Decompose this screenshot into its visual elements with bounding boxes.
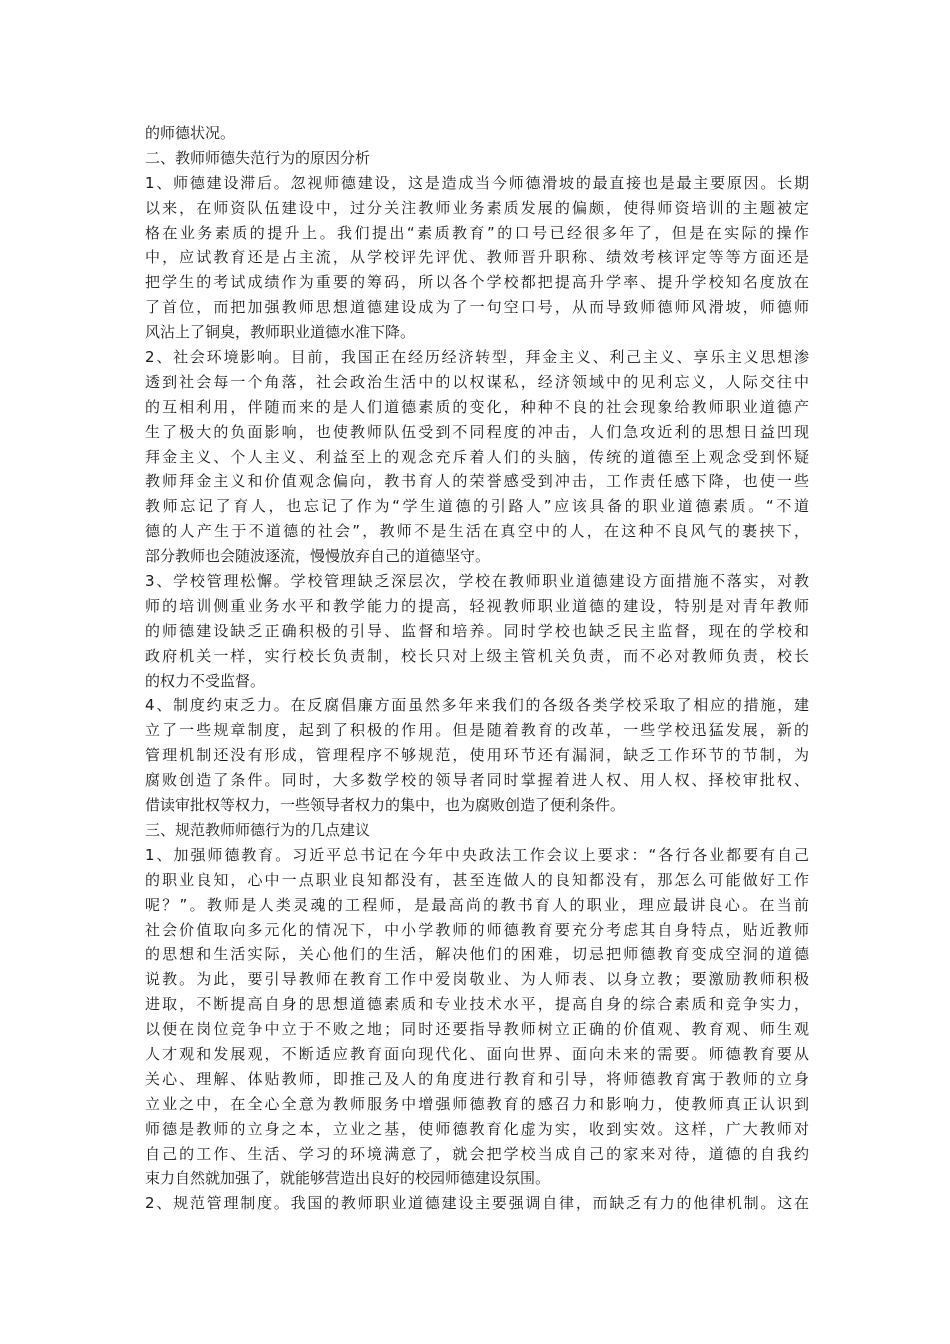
text-line: 借读审批权等权力，一些领导者权力的集中，也为腐败创造了便利条件。: [145, 796, 626, 815]
text-line: 管理机制还没有形成，管理程序不够规范，使用环节还有漏洞，缺乏工作环节的节制，为: [145, 746, 809, 765]
text-line: 1、师德建设滞后。忽视师德建设，这是造成当今师德滑坡的最直接也是最主要原因。长期: [145, 173, 809, 192]
text-line: 1、加强师德教育。习近平总书记在今年中央政法工作会议上要求：“各行各业都要有自己: [145, 845, 809, 864]
text-line: 拜金主义、个人主义、利益至上的观念充斥着人们的头脑，传统的道德至上观念受到怀疑: [145, 447, 809, 466]
text-line: 3、学校管理松懈。学校管理缺乏深层次，学校在教师职业道德建设方面措施不落实，对教: [145, 572, 809, 591]
text-line: 立业之中，在全心全意为教师服务中增强师德教育的感召力和影响力，使教师真正认识到: [145, 1094, 809, 1113]
text-line: 了首位，而把加强教师思想道德建设成为了一句空口号，从而导致师德师风滑坡，师德师: [145, 298, 809, 317]
text-line: 呢？”。教师是人类灵魂的工程师，是最高尚的教书育人的职业，理应最讲良心。在当前: [145, 895, 809, 914]
text-line: 风沾上了铜臭，教师职业道德水准下降。: [145, 323, 416, 342]
text-line: 师的培训侧重业务水平和教学能力的提高，轻视教师职业道德的建设，特别是对青年教师: [145, 596, 809, 615]
text-line: 政府机关一样，实行校长负责制，校长只对上级主管机关负责，而不必对教师负责，校长: [145, 646, 809, 665]
section-heading-3: 三、规范教师师德行为的几点建议: [145, 820, 371, 839]
text-line: 生了极大的负面影响，也使教师队伍受到不同程度的冲击，人们急攻近利的思想日益凹现: [145, 422, 809, 441]
text-line: 自己的工作、生活、学习的环境满意了，就会把学校当成自己的家来对待，道德的自我约: [145, 1144, 809, 1163]
text-line: 进取，不断提高自身的思想道德素质和专业技术水平，提高自身的综合素质和竞争实力，: [145, 995, 809, 1014]
text-line: 教师忘记了育人，也忘记了作为“学生道德的引路人”应该具备的职业道德素质。“不道: [145, 497, 809, 516]
text-line: 束力自然就加强了，就能够营造出良好的校园师德建设氛围。: [145, 1169, 551, 1188]
text-line: 师德是教师的立身之本，立业之基，使师德教育化虚为实，收到实效。这样，广大教师对: [145, 1119, 809, 1138]
text-line: 说教。为此，要引导教师在教育工作中爱岗敬业、为人师表、以身立教；要激励教师积极: [145, 970, 809, 989]
text-line: 腐败创造了条件。同时，大多数学校的领导者同时掌握着进人权、用人权、择校审批权、: [145, 771, 809, 790]
text-line: 2、规范管理制度。我国的教师职业道德建设主要强调自律，而缺乏有力的他律机制。这在: [145, 1194, 809, 1213]
text-line: 的职业良知，心中一点职业良知都没有，甚至连做人的良知都没有，那怎么可能做好工作: [145, 870, 809, 889]
text-line: 关心、理解、体贴教师，即推己及人的角度进行教育和引导，将师德教育寓于教师的立身: [145, 1069, 809, 1088]
text-line: 4、制度约束乏力。在反腐倡廉方面虽然多年来我们的各级各类学校采取了相应的措施，建: [145, 696, 809, 715]
text-line: 的权力不受监督。: [145, 671, 266, 690]
text-line: 把学生的考试成绩作为重要的筹码，所以各个学校都把提高升学率、提升学校知名度放在: [145, 273, 809, 292]
text-line: 透到社会每一个角落，社会政治生活中的以权谋私，经济领域中的见利忘义，人际交往中: [145, 372, 809, 391]
text-line: 社会价值取向多元化的情况下，中小学教师的师德教育要充分考虑其自身特点，贴近教师: [145, 920, 809, 939]
text-line: 的师德建设缺乏正确积极的引导、监督和培养。同时学校也缺乏民主监督，现在的学校和: [145, 621, 809, 640]
text-line: 以来，在师资队伍建设中，过分关注教师业务素质发展的偏颇，使得师资培训的主题被定: [145, 198, 809, 217]
text-line: 立了一些规章制度，起到了积极的作用。但是随着教育的改革，一些学校迅猛发展，新的: [145, 721, 809, 740]
text-line: 教师拜金主义和价值观念偏向，教书育人的荣誉感受到冲击，工作责任感下降，也使一些: [145, 472, 809, 491]
section-heading-2: 二、教师师德失范行为的原因分析: [145, 148, 371, 167]
text-line: 德的人产生于不道德的社会”，教师不是生活在真空中的人，在这种不良风气的裹挟下，: [145, 522, 809, 541]
text-line: 以便在岗位竞争中立于不败之地；同时还要指导教师树立正确的价值观、教育观、师生观: [145, 1020, 809, 1039]
text-line: 部分教师也会随波逐流，慢慢放弃自己的道德坚守。: [145, 547, 491, 566]
text-line: 的互相利用，伴随而来的是人们道德素质的变化，种种不良的社会现象给教师职业道德产: [145, 397, 809, 416]
text-line: 的师德状况。: [145, 124, 236, 142]
text-line: 2、社会环境影响。目前，我国正在经历经济转型，拜金主义、利己主义、享乐主义思想渗: [145, 348, 809, 367]
text-line: 中，应试教育还是占主流，从学校评先评优、教师晋升职称、绩效考核评定等等方面还是: [145, 248, 809, 267]
text-line: 的思想和生活实际，关心他们的生活，解决他们的困难，切忌把师德教育变成空洞的道德: [145, 945, 809, 964]
text-line: 人才观和发展观，不断适应教育面向现代化、面向世界、面向未来的需要。师德教育要从: [145, 1044, 809, 1063]
document-body: [145, 121, 809, 1216]
text-line: 格在业务素质的提升上。我们提出“素质教育”的口号已经很多年了，但是在实际的操作: [145, 223, 809, 242]
